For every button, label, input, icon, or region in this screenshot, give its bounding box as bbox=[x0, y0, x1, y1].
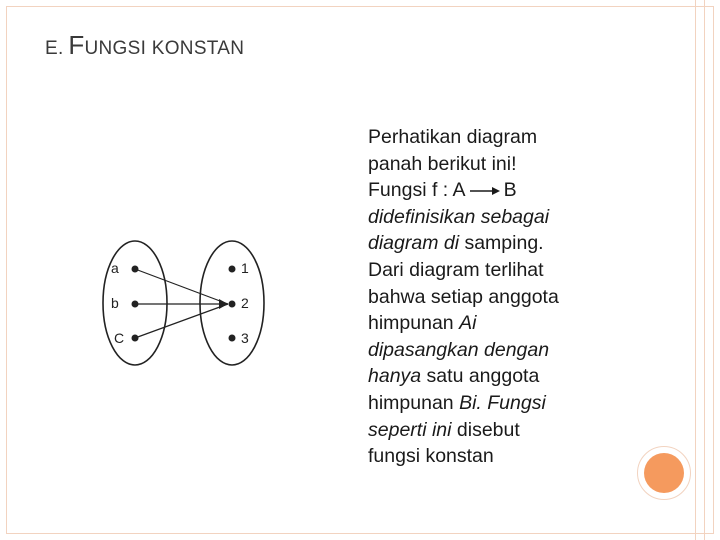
explanation-text bbox=[368, 124, 648, 470]
codomain-label-3: 3 bbox=[241, 330, 249, 346]
text-line-10-normal: satu anggota bbox=[421, 365, 540, 388]
decor-stripe bbox=[695, 0, 705, 540]
domain-dot-a bbox=[132, 266, 139, 273]
codomain-dot-1 bbox=[229, 266, 236, 273]
text-line-9 bbox=[368, 337, 648, 364]
codomain-label-2: 2 bbox=[241, 295, 249, 311]
slide-title bbox=[45, 30, 244, 61]
codomain-label-1: 1 bbox=[241, 260, 249, 276]
text-line-7: bahwa setiap anggota bbox=[368, 285, 559, 308]
text-line-3-pre: Fungsi f : A bbox=[368, 179, 466, 202]
arrow-right-icon bbox=[470, 184, 500, 198]
arrow-diagram bbox=[100, 232, 290, 372]
text-line-8 bbox=[368, 310, 648, 337]
text-line-8-normal: himpunan bbox=[368, 312, 460, 335]
text-line-3 bbox=[368, 177, 648, 204]
text-line-2: panah berikut ini! bbox=[368, 152, 517, 175]
text-line-8-italic: Ai bbox=[459, 312, 477, 335]
text-line-12 bbox=[368, 417, 648, 444]
text-line-6: Dari diagram terlihat bbox=[368, 258, 544, 281]
domain-label-c: C bbox=[114, 330, 125, 346]
text-line-10-italic: hanya bbox=[368, 365, 422, 388]
domain-label-a: a bbox=[111, 260, 119, 276]
codomain-dot-3 bbox=[229, 335, 236, 342]
text-line-9-italic: dipasangkan dengan bbox=[368, 338, 550, 361]
domain-dot-c bbox=[132, 335, 139, 342]
text-line-3-post: B bbox=[503, 179, 517, 202]
decor-circle-icon bbox=[644, 453, 684, 493]
diagram-background bbox=[100, 232, 290, 372]
text-line-13: fungsi konstan bbox=[368, 445, 494, 468]
codomain-dot-2 bbox=[229, 301, 236, 308]
text-line-11 bbox=[368, 390, 648, 417]
title-cap: F bbox=[68, 30, 85, 60]
text-line-5 bbox=[368, 230, 648, 257]
text-line-10 bbox=[368, 363, 648, 390]
text-line-5-normal: samping. bbox=[459, 232, 544, 255]
text-line-1: Perhatikan diagram bbox=[368, 126, 538, 148]
text-line-5-italic: diagram di bbox=[368, 232, 460, 255]
domain-label-b: b bbox=[111, 295, 119, 311]
text-line-4-italic: didefinisikan sebagai bbox=[368, 205, 550, 228]
domain-dot-b bbox=[132, 301, 139, 308]
title-rest: UNGSI KONSTAN bbox=[84, 38, 245, 59]
title-letter: E. bbox=[45, 38, 64, 59]
text-line-4 bbox=[368, 204, 648, 231]
text-line-11-normal: himpunan bbox=[368, 391, 460, 414]
text-line-11-italic: Bi. Fungsi bbox=[459, 391, 546, 414]
text-line-12-italic: seperti ini bbox=[368, 418, 452, 441]
text-line-12-normal: disebut bbox=[451, 418, 520, 441]
